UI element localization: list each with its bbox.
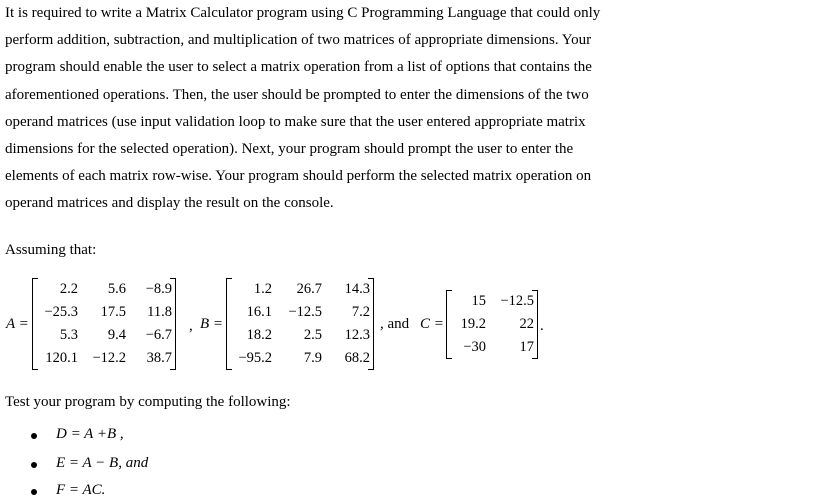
paragraph-line: operand matrices (use input validation loop to make sure that the user entered appropriate matrix	[5, 114, 586, 130]
matrix-cell: 12.3	[344, 327, 370, 343]
matrix-cell: 15	[471, 293, 486, 309]
bullet-icon	[31, 489, 37, 495]
paragraph-line: It is required to write a Matrix Calculator program using C Programming Language that could only	[5, 5, 601, 21]
task-text: E = A − B, and	[56, 455, 149, 471]
and-text: , and	[380, 316, 410, 332]
matrix-cell: 14.3	[344, 281, 370, 297]
matrix-cell: 2.5	[303, 327, 322, 343]
bullet-icon	[31, 433, 37, 439]
matrix-cell: −6.7	[145, 327, 172, 343]
matrix-cell: −12.2	[92, 350, 126, 366]
matrix-cell: 120.1	[45, 350, 78, 366]
paragraph-line: perform addition, subtraction, and multiplication of two matrices of appropriate dimensions. Your	[5, 32, 592, 48]
paragraph-line: aforementioned operations. Then, the user should be prompted to enter the dimensions of the two	[5, 87, 589, 103]
matrix-c	[446, 290, 538, 359]
matrix-cell: −12.5	[500, 293, 534, 309]
matrix-cell: −8.9	[145, 281, 172, 297]
matrix-cell: 16.1	[246, 304, 272, 320]
matrix-cell: 7.9	[303, 350, 322, 366]
paragraph-line: elements of each matrix row-wise. Your program should perform the selected matrix operation on	[5, 168, 592, 184]
matrix-cell: 11.8	[147, 304, 172, 320]
matrix-b-label: B =	[200, 316, 224, 332]
matrix-a-label: A =	[6, 316, 29, 332]
matrix-cell: −30	[463, 339, 486, 355]
assuming-label: Assuming that:	[5, 242, 97, 258]
matrix-cell: 18.2	[246, 327, 272, 343]
matrix-cell: 1.2	[253, 281, 272, 297]
matrix-cell: 5.6	[107, 281, 126, 297]
matrix-cell: 5.3	[59, 327, 78, 343]
test-intro: Test your program by computing the following:	[5, 394, 291, 410]
paragraph-line: operand matrices and display the result on the console.	[5, 195, 334, 211]
task-text: D = A +B ,	[56, 426, 124, 442]
matrix-cell: −95.2	[238, 350, 272, 366]
matrix-cell: −12.5	[288, 304, 322, 320]
end-period: .	[540, 318, 544, 334]
matrix-a	[32, 278, 176, 370]
matrix-cell: 2.2	[59, 281, 78, 297]
matrix-cell: 26.7	[296, 281, 322, 297]
matrix-cell: 7.2	[351, 304, 370, 320]
matrix-c-label: C =	[420, 316, 444, 332]
matrix-cell: 22	[519, 316, 534, 332]
comma-separator: ,	[189, 318, 193, 334]
matrix-cell: 17.5	[100, 304, 126, 320]
matrix-cell: 9.4	[107, 327, 126, 343]
matrix-cell: 19.2	[460, 316, 486, 332]
matrix-cell: 68.2	[344, 350, 370, 366]
matrix-b	[226, 278, 374, 370]
matrix-cell: −25.3	[44, 304, 78, 320]
paragraph-line: program should enable the user to select a matrix operation from a list of options that contains the	[5, 59, 592, 75]
matrix-cell: 38.7	[146, 350, 172, 366]
matrix-cell: 17	[519, 339, 534, 355]
task-text: F = AC.	[56, 482, 106, 498]
paragraph-line: dimensions for the selected operation). Next, your program should prompt the user to enter the	[5, 141, 574, 157]
bullet-icon	[31, 462, 37, 468]
